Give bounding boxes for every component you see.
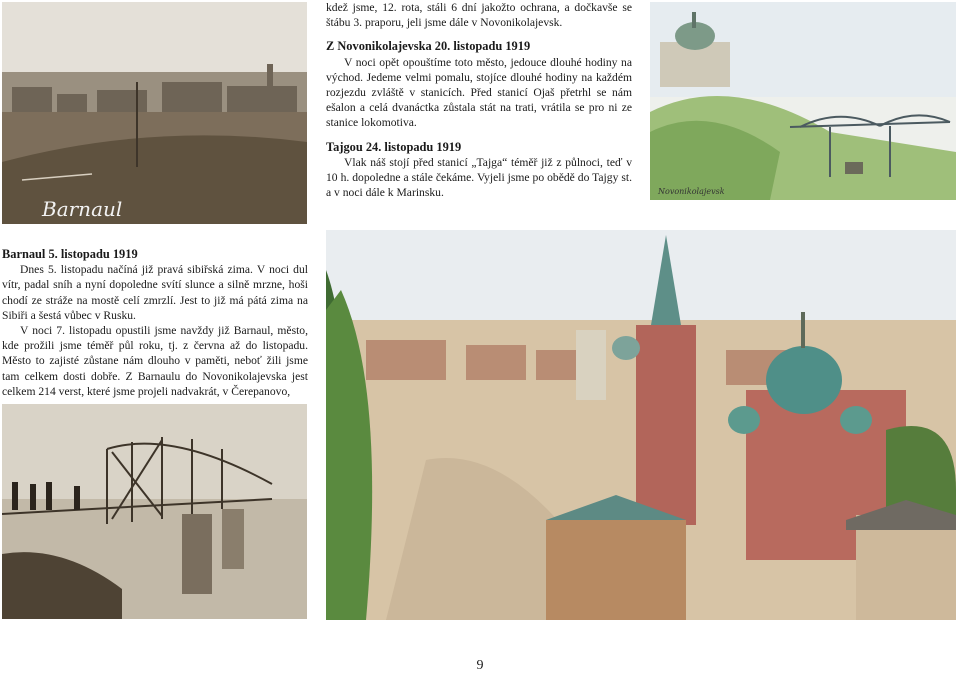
paragraph-tajgou: Vlak náš stojí před stanicí „Tajga“ téměř již z půlnoci, teď v 10 h. dopoledne a stále čekáme. Vyjeli jsme po obědě do Tajgy st. a v noci dále k Marinsku. xyxy=(326,155,632,200)
painting-church-bridge xyxy=(650,2,956,200)
photo-barnaul-town xyxy=(2,2,307,224)
top-text-column xyxy=(326,0,632,200)
paragraph-barnaul-1: Dnes 5. listopadu načíná již pravá sibiřská zima. V noci dul vítr, padal sníh a nyní dopoledne svítí slunce a silně mrzne, hoši chodí ze stráže na mostě celí zmrzlí. Jest to již má pátá zima na Sibiři a šestá vůbec v Rusku. xyxy=(2,263,308,322)
photo-railway-bridge xyxy=(2,404,307,619)
heading-tajgou: Tajgou 24. listopadu 1919 xyxy=(326,139,462,154)
paragraph-barnaul-2: V noci 7. listopadu opustili jsme navždy již Barnaul, město, kde prožili jsme téměř půl roku, tj. z června až do listopadu. Město to zajisté zůstane nám dlouho v paměti, neboť žili jsme tam celkem dosti dobře. Z Barnaulu do Novonikolajevska jest celkem 214 verst, které jsme projeli nadvakrát, v Čerepanovo, xyxy=(2,324,308,398)
heading-novonikolajevsk: Z Novonikolajevska 20. listopadu 1919 xyxy=(326,39,531,54)
heading-barnaul: Barnaul 5. listopadu 1919 xyxy=(2,247,138,261)
barnaul-text-column xyxy=(2,247,308,399)
painting-town-churches xyxy=(326,230,956,620)
page-number: 9 xyxy=(476,658,484,673)
painting-signature: Novonikolajevsk xyxy=(658,187,725,196)
intro-paragraph: kdež jsme, 12. rota, stáli 6 dní jakožto ochrana, a dočkavše se štábu 3. praporu, jeli jsme dále v Novonikolajevsk. xyxy=(326,1,632,30)
paragraph-novonikolajevsk: V noci opět opouštíme toto město, jedouce dlouhé hodiny na východ. Jedeme velmi pomalu, stojíce dlouhé hodiny na každém rozjezdu zvláště v stanicích. Před stanicí Ojaš přetrhl se nám ešalon a celá dvanáctka zůstala stát na trati, vrátila se pro ni ze stanice lokomotiva. xyxy=(326,55,632,130)
photo-caption-barnaul: Barnaul xyxy=(42,197,123,221)
